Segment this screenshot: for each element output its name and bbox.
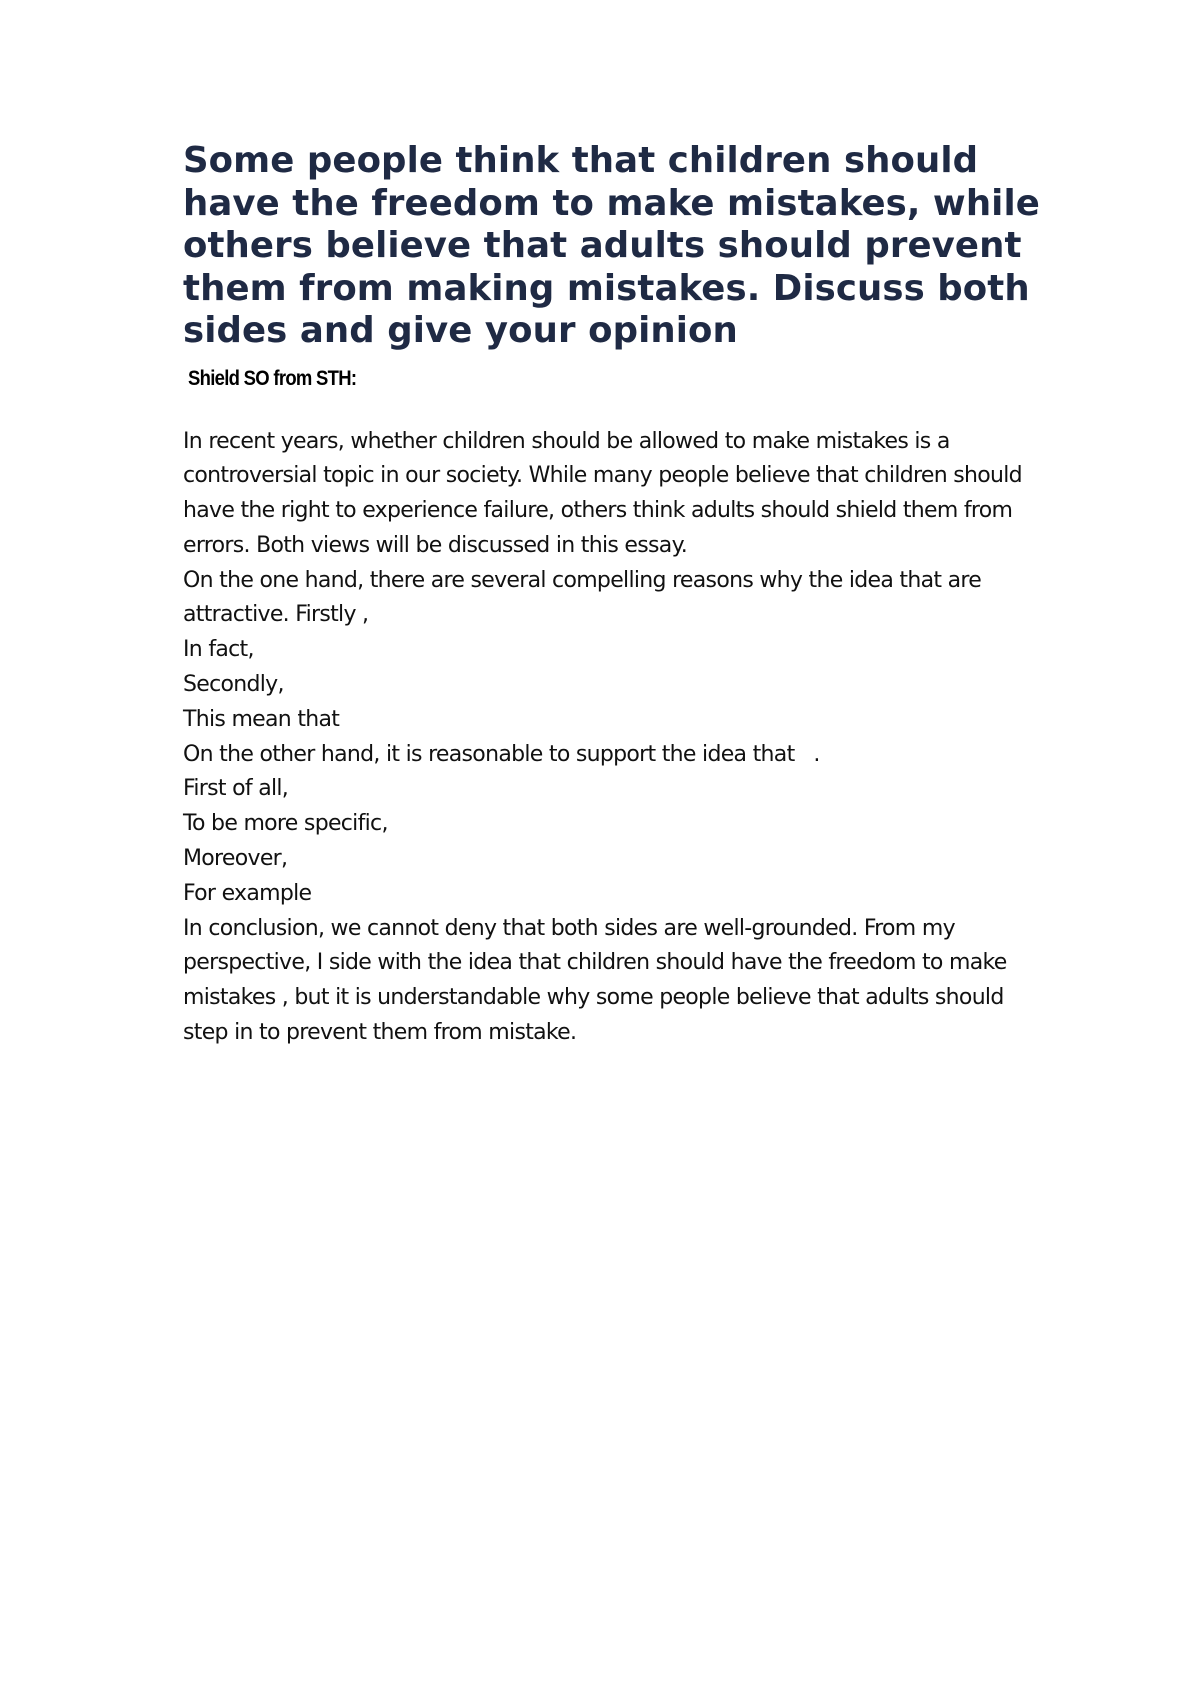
essay-paragraph: In recent years, whether children should be allowed to make mistakes is a controversial topic in our society. While many people believe that children should have the right to experience failure, others think adults should shield them from errors. Both views will be discussed in this essay. bbox=[183, 428, 1029, 558]
essay-paragraph: Secondly, bbox=[183, 672, 284, 698]
essay-paragraph: Moreover, bbox=[183, 846, 288, 872]
essay-paragraph: For example bbox=[183, 880, 312, 906]
document-content bbox=[183, 140, 1053, 1051]
essay-paragraph: This mean that bbox=[183, 706, 340, 732]
essay-subtitle: Shield SO from STH: bbox=[188, 366, 357, 390]
essay-paragraph: In conclusion, we cannot deny that both sides are well-grounded. From my perspective, I side with the idea that children should have the freedom to make mistakes , but it is understandable why some people believe that adults should step in to prevent them from mistake. bbox=[183, 915, 1013, 1046]
essay-title: Some people think that children should have the freedom to make mistakes, while others believe that adults should prevent them from making mistakes. Discuss both sides and give your opinion bbox=[183, 140, 1040, 351]
essay-paragraph: On the other hand, it is reasonable to support the idea that . bbox=[183, 741, 820, 767]
essay-paragraph: On the one hand, there are several compelling reasons why the idea that are attractive. Firstly , bbox=[183, 567, 988, 628]
essay-paragraph: In fact, bbox=[183, 637, 254, 663]
essay-paragraph: First of all, bbox=[183, 776, 289, 802]
essay-paragraph: To be more specific, bbox=[183, 811, 388, 837]
essay-body bbox=[183, 425, 1053, 1051]
